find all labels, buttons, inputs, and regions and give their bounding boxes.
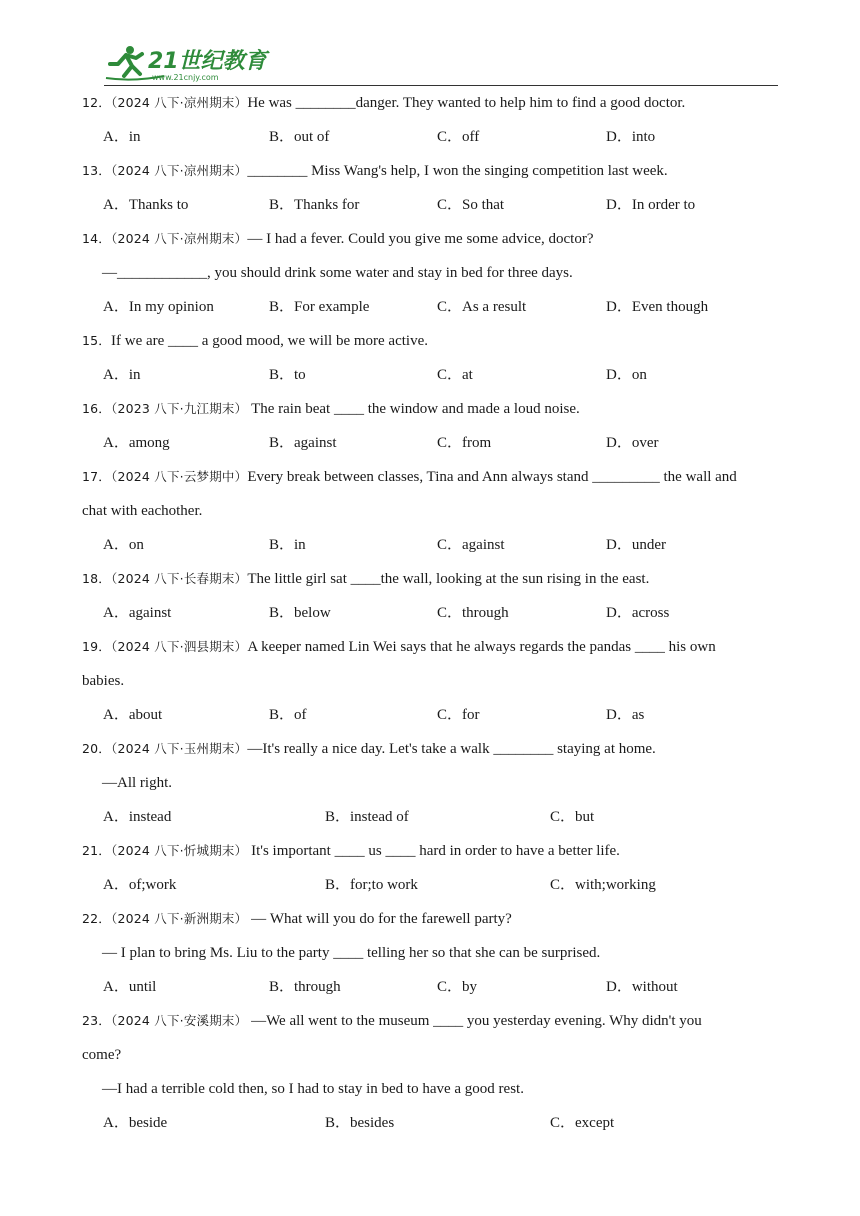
question-stem [82,902,782,936]
answer-option[interactable]: D．across [606,605,670,621]
answer-option[interactable]: A．in [103,367,141,383]
answer-option[interactable]: C．except [550,1115,615,1131]
question-stem [82,222,782,256]
answer-option[interactable]: C．with;working [550,877,656,893]
answer-option[interactable]: C．from [437,435,492,451]
answer-option[interactable]: D．without [606,979,678,995]
answer-option[interactable]: D．Even though [606,299,709,315]
answer-options [82,426,782,460]
answer-option[interactable]: A．in [103,129,141,145]
answer-option[interactable]: A．against [103,605,172,621]
dialogue-line: — I plan to bring Ms. Liu to the party ____ telling her so that she can be surprised. [102,945,601,961]
question-stem [82,392,782,426]
answer-options [82,1106,782,1140]
question-source: （2024 八下·忻城期末） [111,843,248,858]
dialogue-line: —All right. [102,775,172,791]
answer-option[interactable]: A．until [103,979,157,995]
question-number: 22． [82,911,112,926]
answer-option[interactable]: A．among [103,435,170,451]
dialogue-line: —____________, you should drink some water and stay in bed for three days. [102,265,573,281]
question-text: — I had a fever. Could you give me some advice, doctor? [247,231,594,247]
dialogue-line: —I had a terrible cold then, so I had to stay in bed to have a good rest. [102,1081,524,1097]
question-text: The rain beat ____ the window and made a loud noise. [247,401,580,417]
question-text: If we are ____ a good mood, we will be more active. [111,333,428,349]
question-number: 21． [82,843,112,858]
question-text: ________ Miss Wang's help, I won the singing competition last week. [247,163,668,179]
question-source: （2024 八下·玉州期末） [111,741,248,756]
answer-option[interactable]: B．besides [325,1115,395,1131]
question-stem [82,834,782,868]
answer-options [82,596,782,630]
question-source: （2024 八下·凉州期末） [111,231,248,246]
svg-text:21世纪教育: 21世纪教育 [148,49,267,74]
answer-option[interactable]: B．For example [269,299,370,315]
answer-options [82,188,782,222]
question-stem [82,732,782,766]
question-source: （2024 八下·长春期末） [111,571,248,586]
question-text: The little girl sat ____the wall, looking at the sun rising in the east. [247,571,650,587]
question-text-continued: chat with eachother. [82,503,203,519]
question-source: （2024 八下·新洲期末） [111,911,248,926]
question-number: 15． [82,333,112,348]
answer-options [82,528,782,562]
question-stem [82,460,782,494]
answer-option[interactable]: C．As a result [437,299,527,315]
question-list [82,86,782,1140]
question-number: 14． [82,231,112,246]
site-logo [104,42,274,84]
answer-options [82,970,782,1004]
page-header [104,40,778,86]
question-text: Every break between classes, Tina and Ann always stand _________ the wall and [247,469,737,485]
answer-option[interactable]: B．out of [269,129,330,145]
question-text-continued: come? [82,1047,122,1063]
question-number: 20． [82,741,112,756]
answer-options [82,800,782,834]
question-number: 16． [82,401,112,416]
question-stem [82,154,782,188]
answer-option[interactable]: A．instead [103,809,172,825]
answer-option[interactable]: B．instead of [325,809,409,825]
answer-option[interactable]: C．for [437,707,480,723]
answer-option[interactable]: D．as [606,707,645,723]
question-number: 23． [82,1013,112,1028]
answer-options [82,358,782,392]
question-source: （2024 八下·安溪期末） [111,1013,248,1028]
answer-option[interactable]: A．about [103,707,163,723]
answer-option[interactable]: C．against [437,537,505,553]
question-stem [82,630,782,664]
question-number: 19． [82,639,112,654]
answer-option[interactable]: C．at [437,367,473,383]
question-number: 17． [82,469,112,484]
answer-option[interactable]: D．In order to [606,197,696,213]
answer-option[interactable]: D．under [606,537,666,553]
question-source: （2024 八下·泗县期末） [111,639,248,654]
question-text: He was ________danger. They wanted to help him to find a good doctor. [247,95,686,111]
answer-option[interactable]: B．to [269,367,306,383]
answer-option[interactable]: C．by [437,979,478,995]
answer-option[interactable]: D．into [606,129,656,145]
question-source: （2023 八下·九江期末） [111,401,248,416]
answer-option[interactable]: B．in [269,537,306,553]
answer-option[interactable]: C．through [437,605,509,621]
answer-options [82,868,782,902]
answer-option[interactable]: B．of [269,707,307,723]
answer-option[interactable]: A．beside [103,1115,168,1131]
svg-text:www.21cnjy.com: www.21cnjy.com [152,73,219,82]
question-stem [82,1004,782,1038]
answer-option[interactable]: B．through [269,979,341,995]
answer-option[interactable]: C．off [437,129,480,145]
answer-option[interactable]: A．on [103,537,144,553]
answer-option[interactable]: B．Thanks for [269,197,360,213]
question-text: It's important ____ us ____ hard in order to have a better life. [247,843,620,859]
question-stem [82,324,782,358]
question-number: 13． [82,163,112,178]
answer-options [82,290,782,324]
question-text: —It's really a nice day. Let's take a walk ________ staying at home. [247,741,656,757]
answer-option[interactable]: B．for;to work [325,877,418,893]
answer-option[interactable]: D．over [606,435,659,451]
question-source: （2024 八下·凉州期末） [111,163,248,178]
question-text: —We all went to the museum ____ you yesterday evening. Why didn't you [247,1013,702,1029]
answer-option[interactable]: D．on [606,367,647,383]
question-number: 12． [82,95,112,110]
answer-option[interactable]: A．In my opinion [103,299,214,315]
question-source: （2024 八下·凉州期末） [111,95,248,110]
question-source: （2024 八下·云梦期中） [111,469,248,484]
answer-option[interactable]: B．against [269,435,337,451]
question-stem [82,562,782,596]
question-text-continued: babies. [82,673,125,689]
answer-options [82,698,782,732]
question-number: 18． [82,571,112,586]
answer-option[interactable]: C．but [550,809,595,825]
answer-option[interactable]: A．Thanks to [103,197,189,213]
answer-option[interactable]: C．So that [437,197,505,213]
question-stem [82,86,782,120]
answer-options [82,120,782,154]
question-text: — What will you do for the farewell party? [247,911,512,927]
question-text: A keeper named Lin Wei says that he always regards the pandas ____ his own [247,639,716,655]
answer-option[interactable]: B．below [269,605,331,621]
answer-option[interactable]: A．of;work [103,877,177,893]
